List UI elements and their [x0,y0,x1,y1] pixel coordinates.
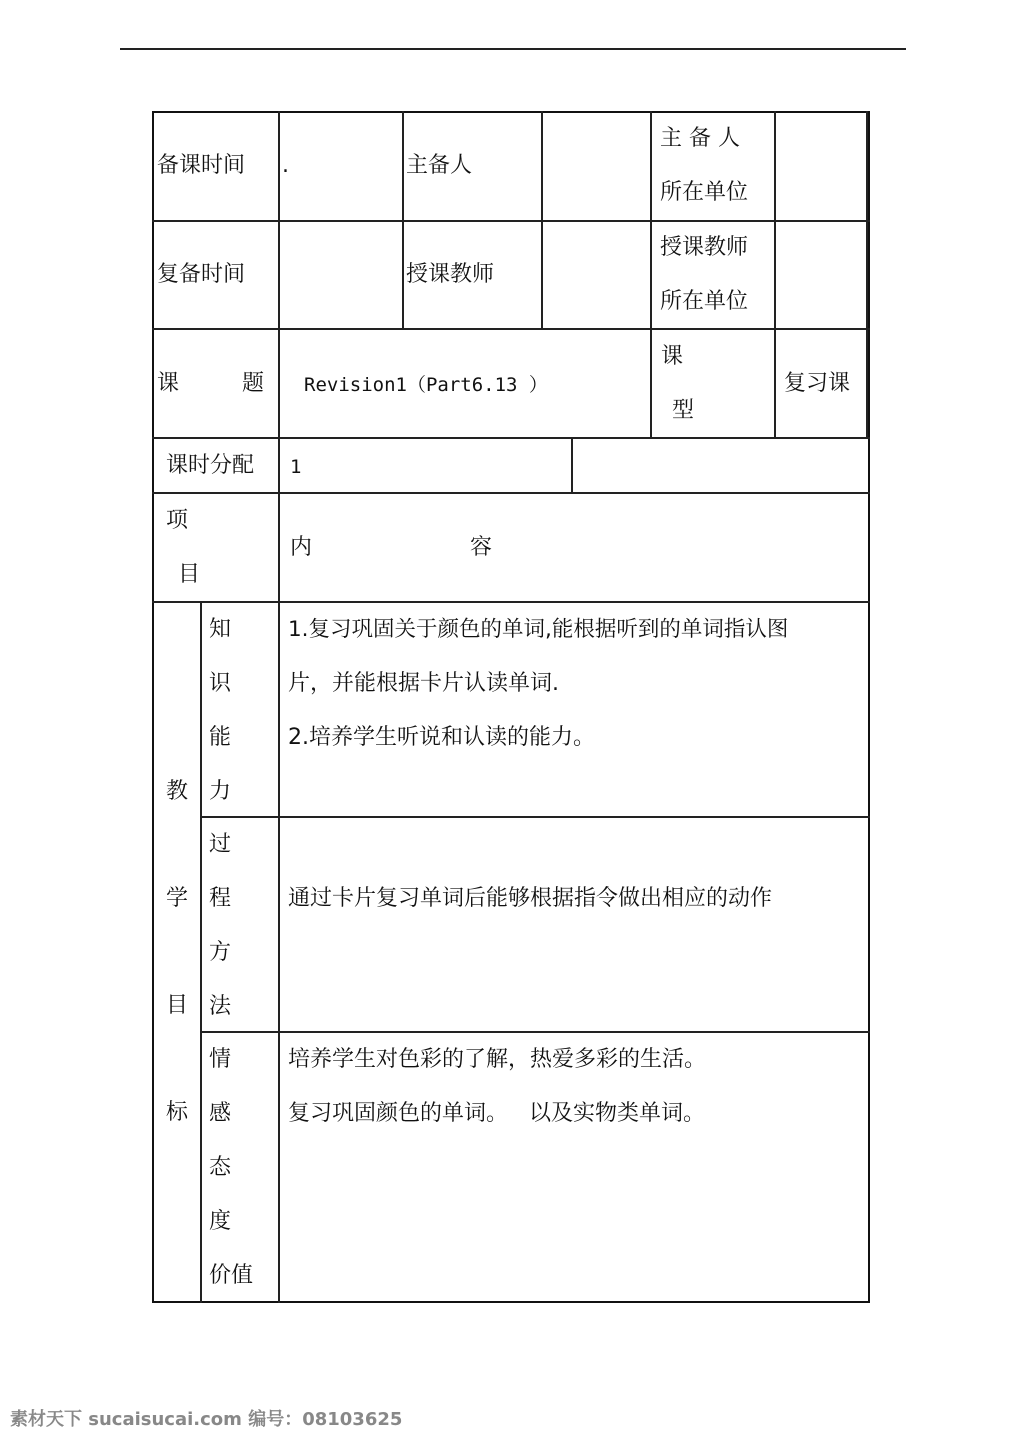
goals-side-label-2: 学 [165,886,188,911]
preparer-unit-label-line1: 主 备 人 [660,126,740,151]
content-header-b: 容 [470,535,493,560]
prep-time-value: . [282,153,289,178]
hours-label: 课时分配 [166,453,255,478]
teacher-unit-label-line1: 授课教师 [660,235,749,260]
knowledge-content: 1.复习巩固关于颜色的单词,能根据听到的单词指认图 片，并能根据卡片认读单词. 2.培养学生听说和认读的能力。 [288,617,789,750]
row-divider [152,437,870,439]
col-divider [571,437,573,492]
row-divider [200,816,870,818]
col-divider [866,111,868,437]
col-divider [774,111,776,437]
item-label-b: 目 [178,562,201,587]
watermark-text: 素材天下 sucaisucai.com 编号：08103625 [10,1409,403,1430]
row-divider [152,328,870,330]
emotion-content: 培养学生对色彩的了解，热爱多彩的生活。 复习巩固颜色的单词。 以及实物类单词。 [288,1047,707,1126]
hours-value: 1 [290,456,302,478]
col-divider [541,111,543,328]
goals-side-label-4: 标 [165,1100,188,1125]
goals-side-label-3: 目 [165,993,188,1018]
knowledge-label: 知 识 能 力 [209,617,232,804]
teacher-label: 授课教师 [406,262,495,287]
row-divider [152,492,870,494]
process-content: 通过卡片复习单词后能够根据指令做出相应的动作 [288,886,773,911]
col-divider [402,111,404,328]
process-label: 过 程 方 法 [209,832,232,1019]
type-label-a: 课 [661,344,684,369]
row-divider [152,220,870,222]
emotion-label: 情 感 态 度 价值 [209,1047,254,1288]
type-label-b: 型 [672,398,695,423]
topic-label-a: 课 [157,371,180,396]
header-rule [120,48,906,50]
col-divider [278,111,280,1303]
col-divider [650,111,652,437]
main-preparer-label: 主备人 [406,153,473,178]
review-time-label: 复备时间 [157,262,246,287]
type-value: 复习课 [784,371,851,396]
content-header-a: 内 [290,535,313,560]
preparer-unit-label-line2: 所在单位 [660,180,749,205]
goals-side-label-1: 教 [165,779,188,804]
item-label-a: 项 [166,508,189,533]
prep-time-label: 备课时间 [157,153,246,178]
topic-value: Revision1（Part6.13 ） [304,374,548,396]
col-divider [200,601,202,1303]
topic-label-b: 题 [242,371,265,396]
teacher-unit-label-line2: 所在单位 [660,289,749,314]
